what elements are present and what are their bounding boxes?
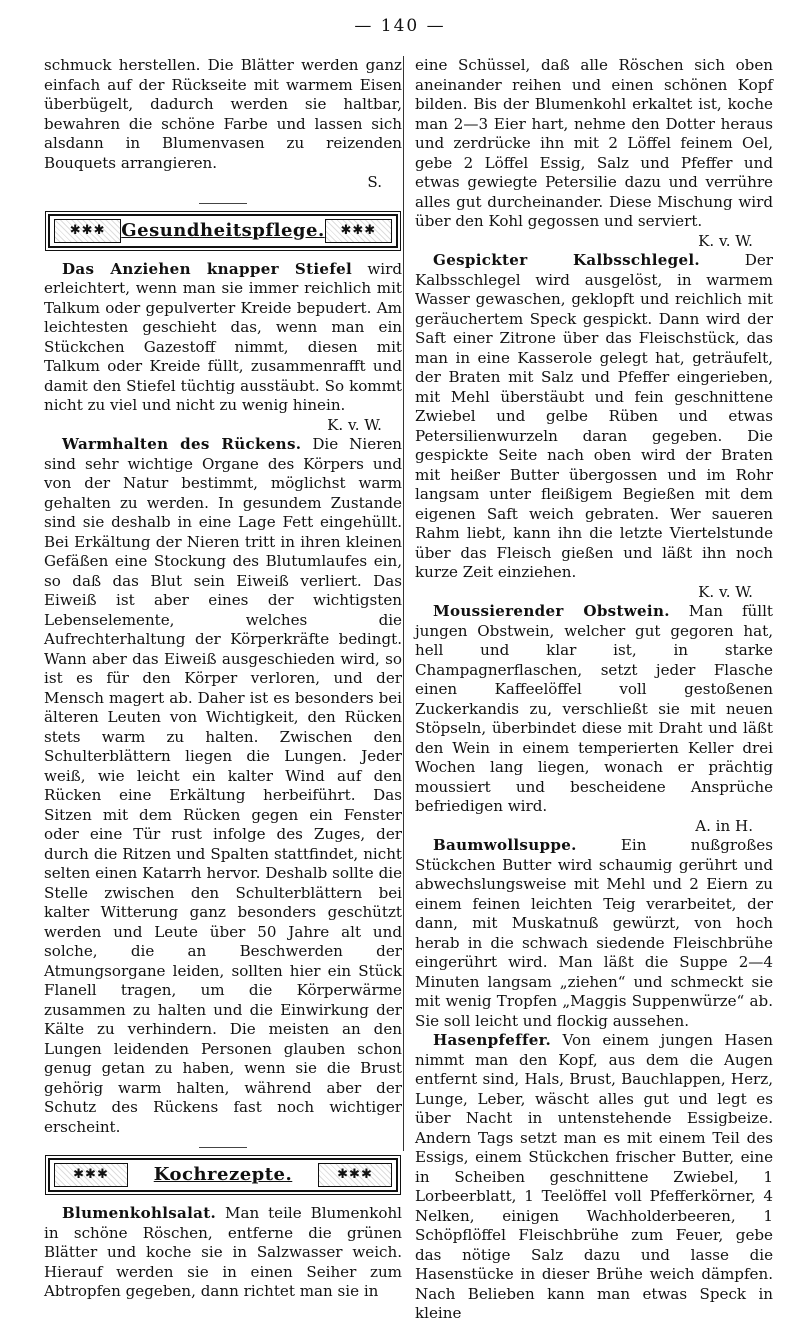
article-body: Die Nieren sind sehr wichtige Organe des Körpers und von der Natur bestimmt, möglichst warm gehalten zu werden. In gesundem Zustande sind sie deshalb in eine Lage Fett eingehüllt. Bei Erkältung der Nieren tritt in ihren kleinen Gefäßen eine Stockung des Blutumlaufes ein, so daß das Blut sein Eiweiß verliert. Das Eiweiß ist aber eines der wichtigsten Lebenselemente, welches die Aufrechterhaltung der Körperkräfte bedingt. Wann aber das Eiweiß ausgeschieden wird, so ist es für den Körper verloren, und der Mensch magert ab. Daher ist es besonders bei älteren Leuten von Wichtigkeit, den Rücken stets warm zu halten. Zwischen den Schulterblättern liegen die Lungen. Jeder weiß, wie leicht ein kalter Wind auf den Rücken eine Erkältung herbeiführt. Das Sitzen mit dem Rücken gegen ein Fenster oder eine Tür rust infolge des Zuges, der durch die Ritzen und Spalten stattfindet, nicht selten einen Katarrh hervor. Deshalb sollte die Stelle zwischen den Schulterblättern bei kalter Witterung ganz besonders geschützt werden und Leute über 50 Jahre alt und solche, die an Beschwerden der Atmungsorgane leiden, sollten hier ein Stück Flanell tragen, um die Körperwärme zusammen zu halten und die Einwirkung der Kälte zu verhindern. Die meisten an den Lungen leidenden Personen glauben schon genug getan zu haben, wenn sie die Brust gehörig warm halten, während aber der Schutz des Rückens fast noch wichtiger erscheint. xyxy=(44,435,402,1136)
article-signature: K. v. W. xyxy=(698,582,753,601)
separator xyxy=(199,1147,247,1148)
section-title: Kochrezepte. xyxy=(153,1164,293,1186)
left-column xyxy=(44,56,402,1300)
ornament-right: ✱✱✱ xyxy=(318,1163,392,1187)
article-ruecken xyxy=(44,435,402,1137)
separator xyxy=(199,203,247,204)
article-body: Von einem jungen Hasen nimmt man den Kopf, aus dem die Augen entfernt sind, Hals, Brust, Bauchlappen, Herz, Lunge, Leber, wäscht alles gut und legt es über Nacht in untenstehende Essigbeize. Andern Tags setzt man es mit einem Teil des Essigs, einem Stückchen frischer Butter, eine in Scheiben geschnittene Zwiebel, 1 Lorbeerblatt, 1 Teelöffel voll Pfefferkörner, 4 Nelken, einigen Wachholderbeeren, 1 Schöpflöffel Fleischbrühe zum Feuer, gebe das nötige Salz dazu und lasse die Hasenstücke in dieser Brühe weich dämpfen. Nach Belieben kann man etwas Speck in kleine xyxy=(415,1031,773,1322)
article-body: Man füllt jungen Obstwein, welcher gut gegoren hat, hell und klar ist, in starke Champagnerflaschen, setzt jeder Flasche einen Kaffeelöffel voll gestoßenen Zuckerkandis zu, verschließt sie mit neuen Stöpseln, überbindet diese mit Draht und läßt den Wein in einem temperierten Keller drei Wochen lang liegen, wonach er prächtig moussiert und bescheidene Ansprüche befriedigen wird. xyxy=(415,602,773,815)
article-heading: Hasenpfeffer. xyxy=(433,1031,552,1049)
article-hasenpfeffer xyxy=(415,1031,773,1324)
section-title: Gesundheitspflege. xyxy=(121,219,325,241)
ornament-left: ✱✱✱ xyxy=(54,219,121,243)
article-body: Ein nußgroßes Stückchen Butter wird schaumig gerührt und abwechslungsweise mit Mehl und 2 Eiern zu einem feinen leichten Teig verarbeitet, der dann, mit Muskatnuß gewürzt, von hoch herab in die schwach siedende Fleischbrühe eingerührt wird. Man läßt die Suppe 2—4 Minuten langsam „ziehen“ und schmeckt sie mit wenig Tropfen „Maggis Suppenwürze“ ab. Sie soll leicht und flockig aussehen. xyxy=(415,836,773,1030)
article-kalbsschlegel xyxy=(415,251,773,583)
article-heading: Warmhalten des Rückens. xyxy=(62,435,302,453)
article-signature: K. v. W. xyxy=(327,415,382,434)
article-heading: Baumwollsuppe. xyxy=(433,836,577,854)
article-obstwein xyxy=(415,602,773,817)
intro-signature: S. xyxy=(367,173,382,191)
article-heading: Moussierender Obstwein. xyxy=(433,602,670,620)
section-header-kochrezepte xyxy=(48,1158,398,1192)
article-body: wird erleichtert, wenn man sie immer reichlich mit Talkum oder gepulverter Kreide bepudert. Am leichtesten geschieht das, wenn man ein Stückchen Gazestoff nimmt, diesen mit Talkum oder Kreide füllt, zusammenrafft und damit den Stiefel tüchtig ausstäubt. So kommt nicht zu viel und nicht zu wenig hinein. xyxy=(44,259,402,414)
article-heading: Das Anziehen knapper Stiefel xyxy=(62,259,353,278)
article-body: Man teile Blumenkohl in schöne Röschen, entferne die grünen Blätter und koche sie in Salzwasser weich. Hierauf werden sie in einen Seiher zum Abtropfen gegeben, dann richtet man sie in xyxy=(44,1204,402,1300)
article-blumenkohlsalat xyxy=(44,1204,402,1302)
right-column xyxy=(415,56,773,1322)
ornament-left: ✱✱✱ xyxy=(54,1163,128,1187)
page-number: — 140 — xyxy=(354,16,446,36)
ornament-right: ✱✱✱ xyxy=(325,219,392,243)
article-blumenkohlsalat-continued: eine Schüssel, daß alle Röschen sich oben aneinander reihen und einen schönen Kopf bilden. Bis der Blumenkohl erkaltet ist, koche man 2—3 Eier hart, nehme den Dotter heraus und zerdrücke ihn mit 2 Löffel feinem Oel, gebe 2 Löffel Essig, Salz und Pfeffer und etwas gewiegte Petersilie dazu und verrühre alles gut durcheinander. Diese Mischung wird über den Kohl gegossen und serviert. xyxy=(415,56,773,230)
column-divider xyxy=(403,56,404,1151)
article-signature: A. in H. xyxy=(695,816,753,835)
article-heading: Blumenkohlsalat. xyxy=(62,1204,217,1222)
article-baumwollsuppe xyxy=(415,836,773,1031)
section-header-gesundheitspflege xyxy=(48,214,398,248)
article-signature: K. v. W. xyxy=(698,231,753,250)
article-stiefel xyxy=(44,260,402,416)
article-heading: Gespickter Kalbsschlegel. xyxy=(433,251,700,269)
intro-paragraph: schmuck herstellen. Die Blätter werden ganz einfach auf der Rückseite mit warmem Eisen überbügelt, dadurch werden sie haltbar, bewahren die schöne Farbe und lassen sich alsdann in Blumenvasen zu reizenden Bouquets arrangieren. xyxy=(44,56,402,172)
article-body: Der Kalbsschlegel wird ausgelöst, in warmem Wasser gewaschen, geklopft und reichlich mit geräuchertem Speck gespickt. Dann wird der Saft einer Zitrone über das Fleischstück, das man in eine Kasserole gelegt hat, geträufelt, der Braten mit Salz und Pfeffer eingerieben, mit Mehl überstäubt und fein geschnittene Zwiebel und gelbe Rüben und etwas Petersilienwurzeln daran gegeben. Die gespickte Seite nach oben wird der Braten mit heißer Butter übergossen und im Rohr langsam unter fleißigem Begießen mit dem eigenen Saft weich gebraten. Wer saueren Rahm liebt, kann ihn die letzte Viertelstunde über das Fleisch gießen und läßt ihn noch kurze Zeit einziehen. xyxy=(415,251,773,581)
